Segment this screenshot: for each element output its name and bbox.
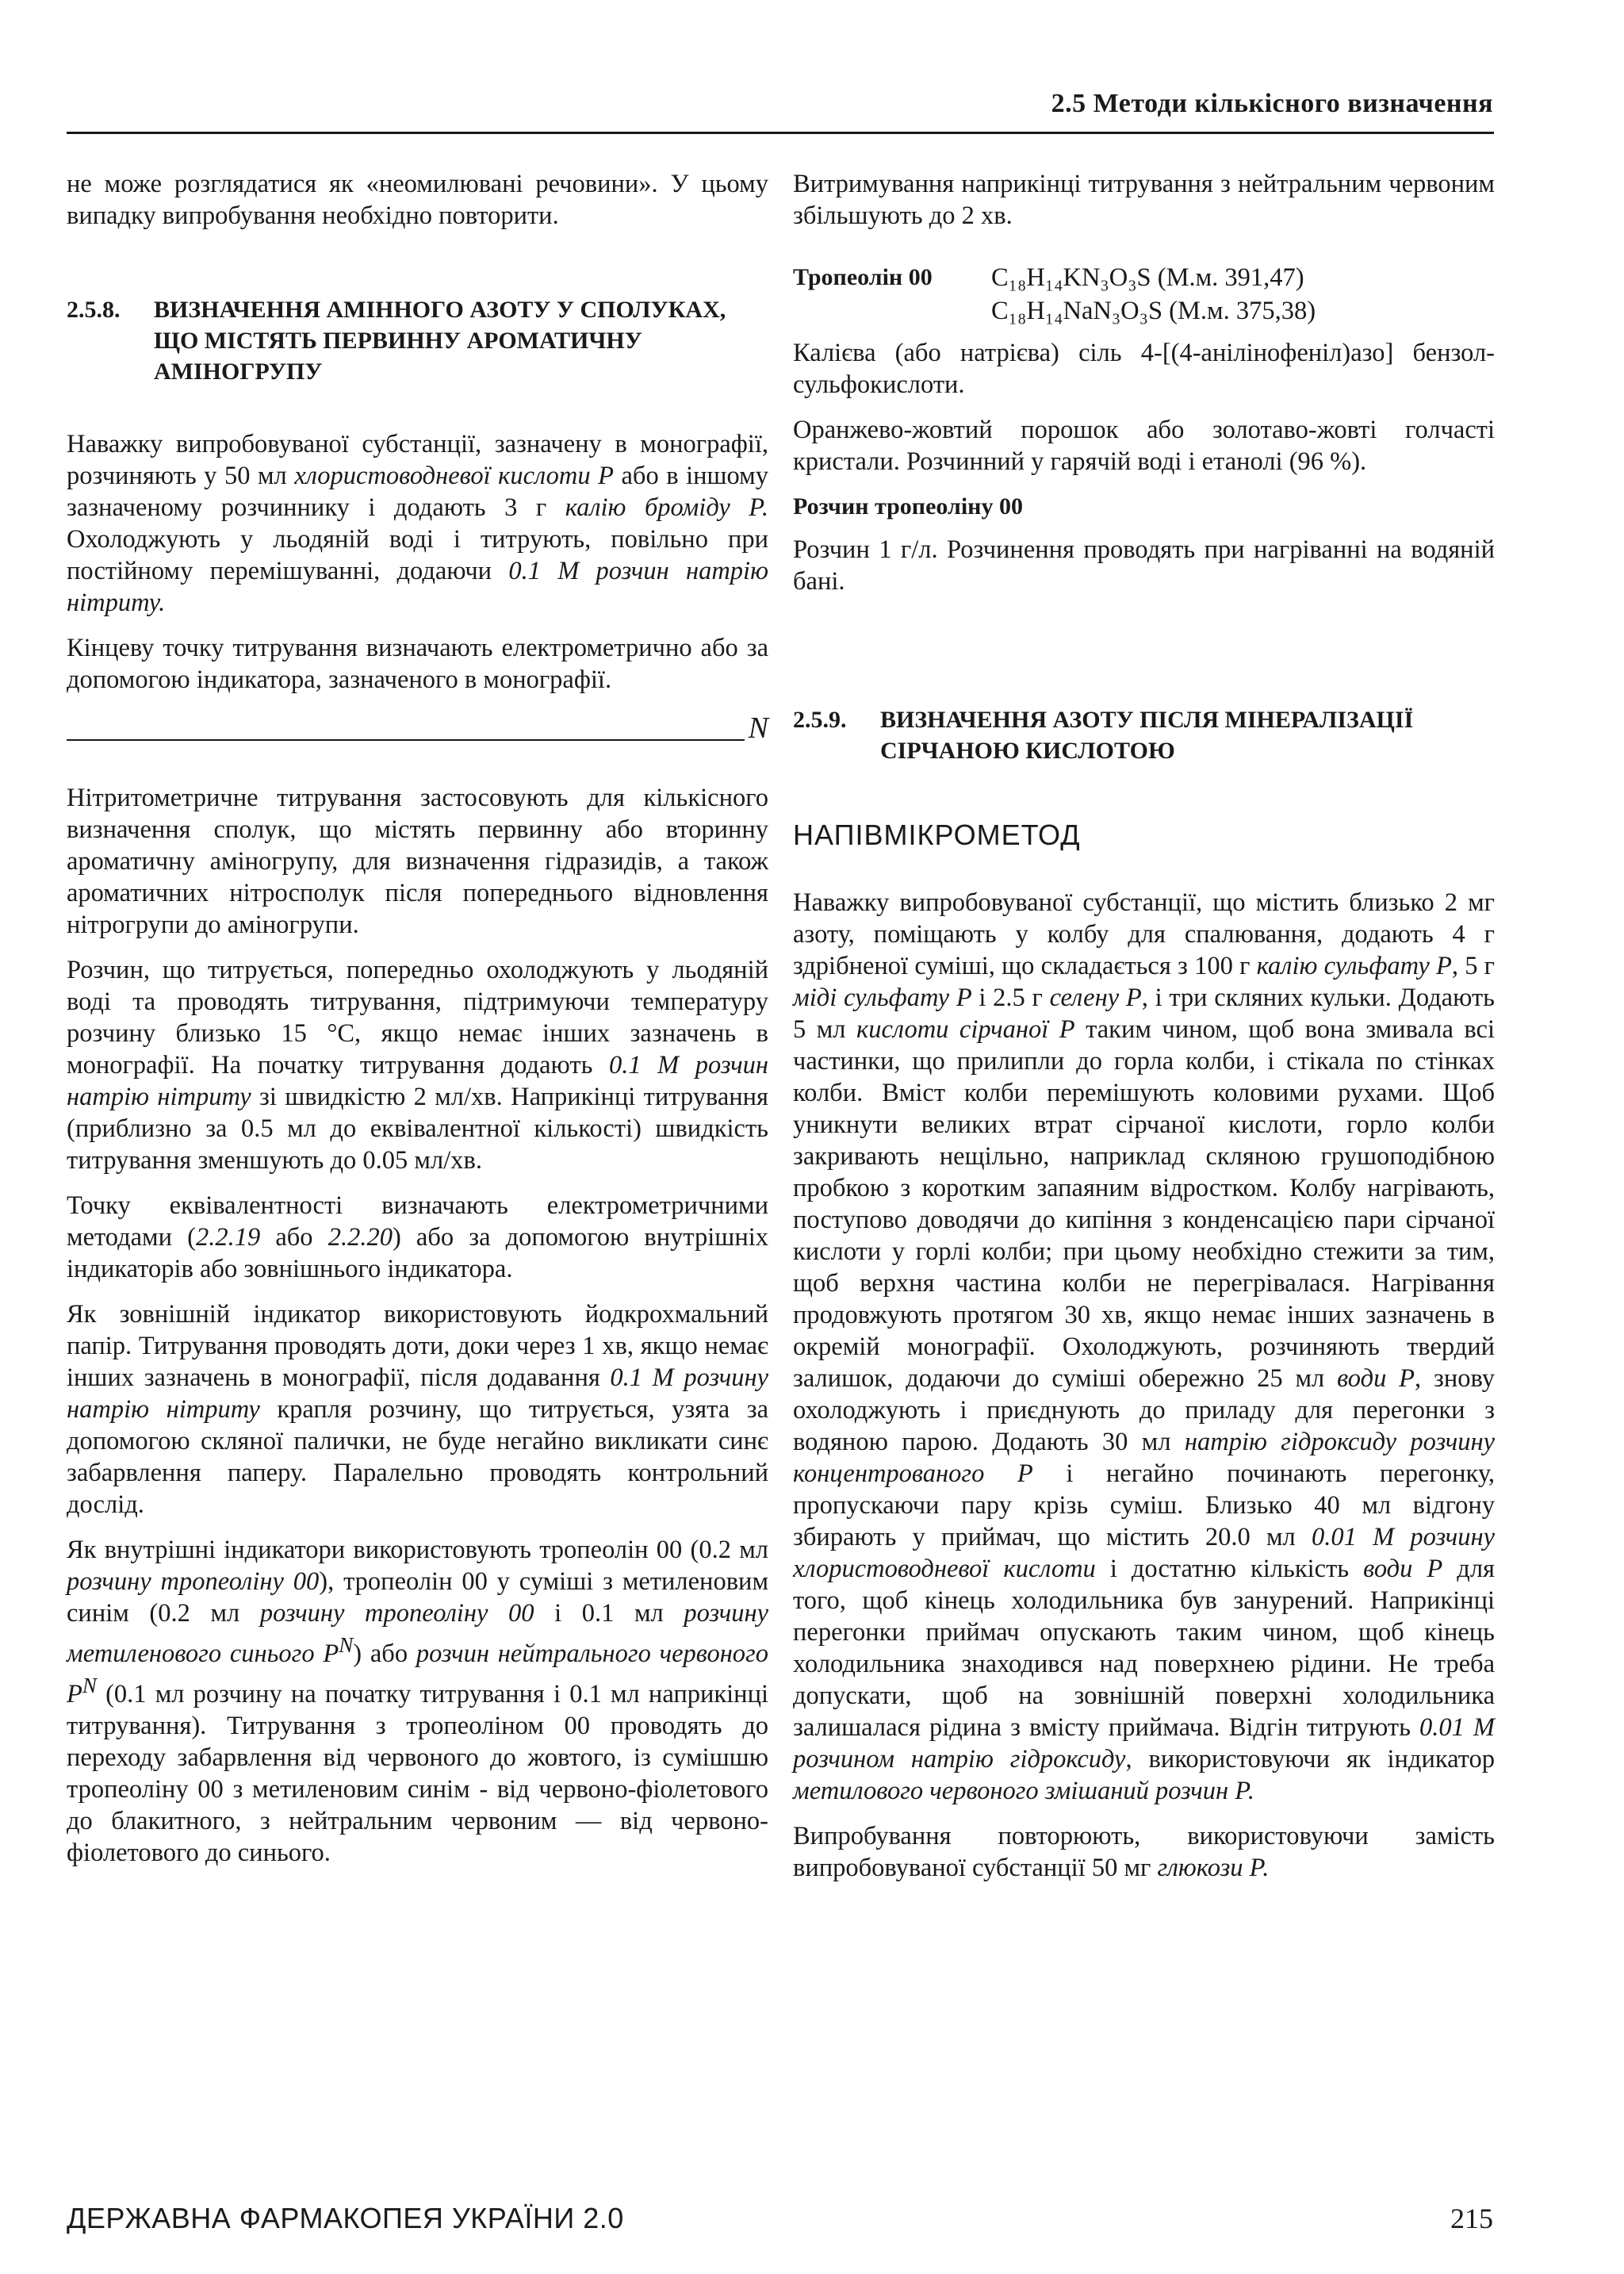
- paragraph: Точку еквівалентності визначають електрометричними методами (2.2.19 або 2.2.20) або за допомогою внутрішніх індикаторів або зовнішнього індикатора.: [67, 1191, 768, 1283]
- paragraph: Нітритометричне титрування застосовують для кількісного визначення сполук, що містять первинну або вторинну ароматичну аміногрупу, для визначення гідразидів, а також ароматичних нітросполук після попереднього відновлення нітрогрупи до аміногрупи.: [67, 784, 768, 939]
- paragraph: Як зовнішній індикатор використовують йодкрохмальний папір. Титрування проводять доти, доки через 1 хв, якщо немає інших зазначень в монографії, після додавання 0.1 М розчину натрію нітриту крапля розчину, що титрується, узята за допомогою скляної палички, не буде негайно викликати синє забарвлення паперу. Паралельно проводять контрольний дослід.: [67, 1300, 769, 1519]
- paragraph: Розчин 1 г/л. Розчинення проводять при нагріванні на водяній бані.: [793, 535, 1495, 596]
- paragraph: Витримування наприкінці титрування з нейтральним червоним збільшують до 2 хв.: [793, 170, 1495, 230]
- method-divider: [67, 709, 768, 746]
- section-title: ВИЗНАЧЕННЯ АМІННОГО АЗОТУ У СПОЛУКАХ, ЩО МІСТЯТЬ ПЕРВИННУ АРОМАТИЧНУ АМІНОГРУПУ: [154, 297, 726, 385]
- method-heading: НАПІВМІКРОМЕТОД: [793, 819, 1081, 851]
- section-heading-2-5-9: [793, 704, 1495, 766]
- divider-rule: [67, 739, 745, 741]
- header-rule: [67, 132, 1494, 134]
- section-title: ВИЗНАЧЕННЯ АЗОТУ ПІСЛЯ МІНЕРАЛІЗАЦІЇ СІРЧАНОЮ КИСЛОТОЮ: [880, 707, 1414, 764]
- section-number: 2.5.8.: [67, 297, 121, 323]
- formula-potassium: C₁₈H₁₄KN₃O₃S (М.м. 391,47): [991, 263, 1304, 292]
- paragraph: Як внутрішні індикатори використовують тропеолін 00 (0.2 мл розчину тропеоліну 00), тропеолін 00 у суміші з метиленовим синім (0.2 мл розчину тропеоліну 00 і 0.1 мл розчину метиленового синього $Р^N$) або розчин нейтрального червоного $Р^N$ (0.1 мл розчину на початку титрування і 0.1 мл наприкінці титрування). Титрування з тропеоліном 00 проводять до переходу забарвлення від червоного до жовтого, із сумішшю тропеоліну 00 з метиленовим синім - від червоно-фіолетового до блакитного, з нейтральним червоним — від червоно-фіолетового до синього.: [67, 1536, 769, 1867]
- reagent-label: Тропеолін 00: [793, 264, 933, 290]
- section-number: 2.5.9.: [793, 707, 847, 733]
- paragraph: не може розглядатися як «неомилювані речовини». У цьому випадку випробування необхідно повторити.: [67, 170, 768, 230]
- section-heading-2-5-8: [67, 294, 768, 387]
- right-column: [793, 168, 1495, 1897]
- left-column: [67, 168, 768, 1882]
- footer-publication-title: ДЕРЖАВНА ФАРМАКОПЕЯ УКРАЇНИ 2.0: [67, 2202, 624, 2234]
- paragraph: Кінцеву точку титрування визначають електрометрично або за допомогою індикатора, зазначеного в монографії.: [67, 634, 768, 694]
- tropeolin-formula: [793, 261, 1495, 328]
- formula-sodium: C₁₈H₁₄NaN₃O₃S (М.м. 375,38): [991, 297, 1316, 325]
- header-title: 2.5 Методи кількісного визначення: [1051, 89, 1493, 118]
- paragraph: Калієва (або натрієва) сіль 4-[(4-анілінофеніл)азо] бензол-сульфокислоти.: [793, 339, 1495, 399]
- paragraph: Випробування повторюють, використовуючи замість випробовуваної субстанції 50 мг глюкози Р.: [793, 1822, 1495, 1882]
- paragraph: Наважку випробовуваної субстанції, що містить близько 2 мг азоту, поміщають у колбу для спалювання, додають 4 г здрібненої суміші, що складається з 100 г калію сульфату Р, 5 г міді сульфату Р і 2.5 г селену Р, і три скляних кульки. Додають 5 мл кислоти сірчаної Р таким чином, щоб вона змивала всі частинки, що прилипли до горла колби, і стікала по стінках колби. Вміст колби перемішують коловими рухами. Щоб уникнути великих втрат сірчаної кислоти, горло колби закривають нещільно, наприклад скляною грушоподібною пробкою з коротким запаяним відростком. Колбу нагрівають, поступово доводячи до кипіння з конденсацією пари сірчаної кислоти у горлі колби; при цьому необхідно стежити за тим, щоб верхня частина колби не перегрівалася. Нагрівання продовжують протягом 30 хв, якщо немає інших зазначень в окремій монографії. Охолоджують, розчиняють твердий залишок, додаючи до суміші обережно 25 мл води Р, знову охолоджують і приєднують до приладу для перегонки з водяною парою. Додають 30 мл натрію гідроксиду розчину концентрованого Р і негайно починають перегонку, пропускаючи пару крізь суміш. Близько 40 мл відгону збирають у приймач, що містить 20.0 мл 0.01 М розчину хлористоводневої кислоти і достатню кількість води Р для того, щоб кінець холодильника був занурений. Наприкінці перегонки приймач опускають таким чином, щоб кінець холодильника знаходився над поверхнею рідини. Не треба допускати, щоб на зовнішній поверхні холодильника залишалася рідина з вмісту приймача. Відгін титрують 0.01 М розчином натрію гідроксиду, використовуючи як індикатор метилового червоного змішаний розчин Р.: [793, 888, 1496, 1805]
- method-letter: N: [748, 711, 768, 745]
- paragraph: Оранжево-жовтий порошок або золотаво-жовті голчасті кристали. Розчинний у гарячій воді і етанолі (96 %).: [793, 416, 1495, 476]
- page-number: 215: [1450, 2203, 1493, 2234]
- paragraph: Розчин, що титрується, попередньо охолоджують у льодяній воді та проводять титрування, підтримуючи температуру розчину близько 15 °C, якщо немає інших зазначень в монографії. На початку титрування додають 0.1 М розчин натрію нітриту зі швидкістю 2 мл/хв. Наприкінці титрування (приблизно за 0.5 мл до еквівалентної кількості) швидкість титрування зменшують до 0.05 мл/хв.: [67, 956, 768, 1175]
- paragraph: Наважку випробовуваної субстанції, зазначену в монографії, розчиняють у 50 мл хлористоводневої кислоти Р або в іншому зазначеному розчиннику і додають 3 г калію броміду Р. Охолоджують у льодяній воді і титрують, повільно при постійному перемішуванні, додаючи 0.1 М розчин натрію нітриту.: [67, 430, 769, 617]
- reagent-subheading: Розчин тропеоліну 00: [793, 493, 1023, 520]
